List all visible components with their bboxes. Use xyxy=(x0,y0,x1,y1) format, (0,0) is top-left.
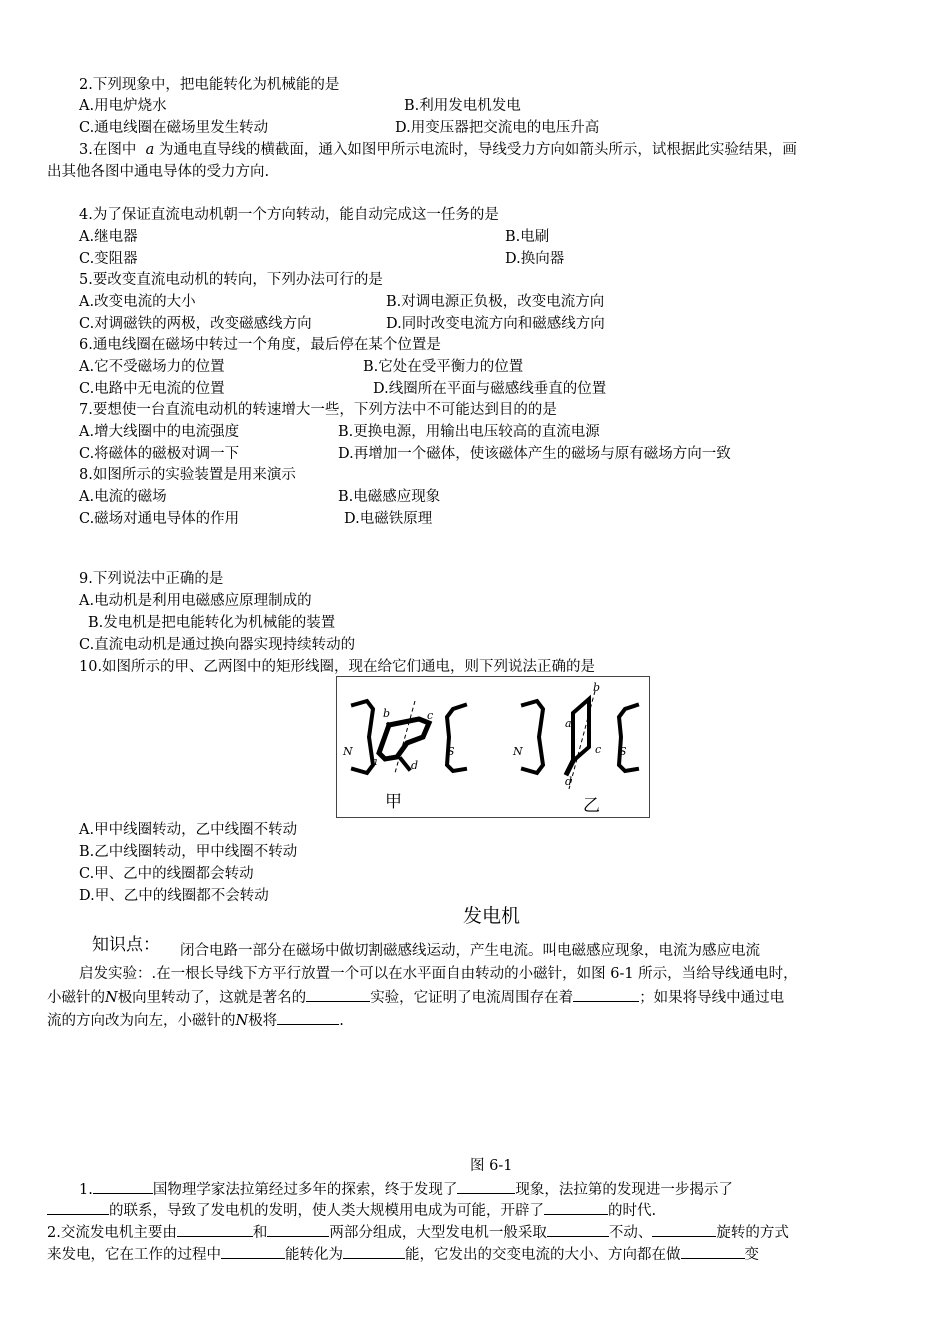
s2-text: 旋转的方式 xyxy=(716,1225,789,1241)
q2-option-d: D.用变压器把交流电的电压升高 xyxy=(395,120,600,136)
yi-magnet-s xyxy=(619,705,637,771)
inspire-line1: 启发实验：.在一根长导线下方平行放置一个可以在水平面自由转动的小磁针，如图 6-1 所示，当给导线通电时， xyxy=(79,966,798,982)
s1-text: 的联系，导致了发电机的发明，使人类大规模用电成为可能，开辟了 xyxy=(109,1203,544,1219)
blank-field[interactable] xyxy=(277,1011,339,1025)
q8-stem: 8.如图所示的实验装置是用来演示 xyxy=(79,467,296,483)
q9-option-c: C.直流电动机是通过换向器实现持续转动的 xyxy=(79,637,356,653)
s2-text: 2.交流发电机主要由 xyxy=(47,1225,177,1241)
inspire-text: 极将 xyxy=(248,1013,278,1029)
inspire-text: ；如果将导线中通过电 xyxy=(639,990,785,1006)
q6-option-d: D.线圈所在平面与磁感线垂直的位置 xyxy=(373,381,607,397)
q10-option-b: B.乙中线圈转动，甲中线圈不转动 xyxy=(79,844,298,860)
inspire-line2 xyxy=(47,988,784,1007)
jia-label-d: d xyxy=(411,759,419,772)
q6-option-c: C.电路中无电流的位置 xyxy=(79,381,225,397)
jia-label-s: S xyxy=(447,745,455,758)
inspire-text: 流的方向改为向左，小磁针的 xyxy=(47,1013,236,1029)
s2-text: 和 xyxy=(252,1225,268,1241)
q5-stem: 5.要改变直流电动机的转向，下列办法可行的是 xyxy=(79,272,383,288)
knowledge-text: 闭合电路一部分在磁场中做切割磁感线运动，产生电流。叫电磁感应现象，电流为感应电流 xyxy=(180,943,760,959)
q10-option-a: A.甲中线圈转动，乙中线圈不转动 xyxy=(79,822,298,838)
q8-option-b: B.电磁感应现象 xyxy=(338,489,441,505)
q8-option-d: D.电磁铁原理 xyxy=(344,511,433,527)
q10-option-d: D.甲、乙中的线圈都不会转动 xyxy=(79,888,269,904)
s2-text: 不动、 xyxy=(608,1225,653,1241)
blank-field[interactable] xyxy=(681,1245,745,1259)
yi-coil xyxy=(573,699,589,761)
jia-magnet-s xyxy=(447,705,465,771)
q5-option-a: A.改变电流的大小 xyxy=(79,294,196,310)
s2-text: 变 xyxy=(744,1247,759,1263)
q7-option-d: D.再增加一个磁体，使该磁体产生的磁场与原有磁场方向一致 xyxy=(338,446,731,462)
q7-stem: 7.要想使一台直流电动机的转速增大一些，下列方法中不可能达到目的的是 xyxy=(79,402,557,418)
blank-field[interactable] xyxy=(343,1245,405,1259)
q10-stem: 10.如图所示的甲、乙两图中的矩形线圈，现在给它们通电，则下列说法正确的是 xyxy=(79,659,596,675)
label-yi: 乙 xyxy=(583,796,600,816)
q9-stem: 9.下列说法中正确的是 xyxy=(79,571,224,587)
inspire-text: 极向里转动了，这就是著名的 xyxy=(117,990,307,1006)
q5-option-d: D.同时改变电流方向和磁感线方向 xyxy=(386,316,605,332)
q5-option-c: C.对调磁铁的两极，改变磁感线方向 xyxy=(79,316,312,332)
q8-option-a: A.电流的磁场 xyxy=(79,489,167,505)
blank-field[interactable] xyxy=(544,1201,608,1215)
q10-option-c: C.甲、乙中的线圈都会转动 xyxy=(79,866,254,882)
yi-label-d: d xyxy=(565,775,573,788)
jia-label-a: a xyxy=(371,755,378,768)
jia-magnet-n xyxy=(353,701,373,773)
section-title: 发电机 xyxy=(463,905,521,927)
yi-label-a: a xyxy=(565,717,572,730)
inspire-text: 小磁针的 xyxy=(47,990,105,1006)
q2-option-a: A.用电炉烧水 xyxy=(79,98,167,114)
q3-text-pre: 3.在图中 xyxy=(79,142,137,158)
yi-label-s: S xyxy=(619,745,627,758)
q9-option-a: A.电动机是利用电磁感应原理制成的 xyxy=(79,593,312,609)
inspire-line3 xyxy=(47,1011,344,1030)
s1-line1 xyxy=(79,1180,733,1199)
blank-field[interactable] xyxy=(306,988,370,1002)
blank-field[interactable] xyxy=(177,1223,253,1237)
s2-text: 能，它发出的交变电流的大小、方向都在做 xyxy=(405,1247,681,1263)
figure-caption: 图 6-1 xyxy=(470,1158,513,1174)
q4-option-a: A.继电器 xyxy=(79,229,138,245)
blank-field[interactable] xyxy=(547,1223,609,1237)
s2-text: 能转化为 xyxy=(285,1247,343,1263)
s2-line1 xyxy=(47,1223,789,1242)
jia-label-c: c xyxy=(427,709,434,722)
s2-text: 两部分组成，大型发电机一般采取 xyxy=(329,1225,547,1241)
blank-field[interactable] xyxy=(47,1201,109,1215)
s1-text: 的时代. xyxy=(608,1203,657,1219)
label-jia: 甲 xyxy=(385,792,402,812)
yi-label-b: b xyxy=(593,681,601,694)
q4-stem: 4.为了保证直流电动机朝一个方向转动，能自动完成这一任务的是 xyxy=(79,207,499,223)
q7-option-a: A.增大线圈中的电流强度 xyxy=(79,424,240,440)
blank-field[interactable] xyxy=(573,988,639,1002)
q8-option-c: C.磁场对通电导体的作用 xyxy=(79,511,240,527)
coil-diagram xyxy=(337,677,649,817)
s1-text: 现象，法拉第的发现进一步揭示了 xyxy=(515,1182,733,1198)
q4-option-c: C.变阻器 xyxy=(79,251,138,267)
q5-option-b: B.对调电源正负极，改变电流方向 xyxy=(386,294,605,310)
q3-line1 xyxy=(79,141,797,159)
q2-option-b: B.利用发电机发电 xyxy=(404,98,521,114)
n-pole: N xyxy=(235,1013,249,1029)
q4-option-d: D.换向器 xyxy=(505,251,565,267)
s2-line2 xyxy=(47,1245,759,1264)
n-pole: N xyxy=(105,990,118,1006)
q2-stem: 2.下列现象中，把电能转化为机械能的是 xyxy=(79,77,340,93)
yi-label-n: N xyxy=(513,745,523,758)
s1-line2 xyxy=(47,1201,656,1220)
yi-magnet-n xyxy=(523,701,543,773)
s1-text: 1. xyxy=(79,1182,93,1198)
q3-text-post: 为通电直导线的横截面，通入如图甲所示电流时，导线受力方向如箭头所示，试根据此实验结果，画 xyxy=(158,142,797,158)
jia-label-n: N xyxy=(343,745,353,758)
q2-option-c: C.通电线圈在磁场里发生转动 xyxy=(79,120,269,136)
s2-text: 来发电，它在工作的过程中 xyxy=(47,1247,221,1263)
q7-option-b: B.更换电源，用输出电压较高的直流电源 xyxy=(338,424,600,440)
q7-option-c: C.将磁体的磁极对调一下 xyxy=(79,446,240,462)
inspire-text: . xyxy=(339,1013,344,1029)
jia-coil xyxy=(379,719,429,759)
q6-option-a: A.它不受磁场力的位置 xyxy=(79,359,225,375)
blank-field[interactable] xyxy=(93,1180,153,1194)
blank-field[interactable] xyxy=(652,1223,716,1237)
yi-label-c: c xyxy=(595,743,602,756)
q9-option-b: B.发电机是把电能转化为机械能的装置 xyxy=(88,615,336,631)
blank-field[interactable] xyxy=(221,1245,285,1259)
blank-field[interactable] xyxy=(457,1180,515,1194)
s1-text: 国物理学家法拉第经过多年的探索，终于发现了 xyxy=(152,1182,458,1198)
q4-option-b: B.电刷 xyxy=(505,229,550,245)
q6-option-b: B.它处在受平衡力的位置 xyxy=(363,359,524,375)
q3-line2: 出其他各图中通电导体的受力方向. xyxy=(47,164,270,180)
q3-var-a: a xyxy=(145,142,155,158)
blank-field[interactable] xyxy=(267,1223,329,1237)
knowledge-label: 知识点： xyxy=(92,935,160,955)
q6-stem: 6.通电线圈在磁场中转过一个角度，最后停在某个位置是 xyxy=(79,337,441,353)
jia-label-b: b xyxy=(383,707,391,720)
q10-figure xyxy=(336,676,650,818)
inspire-text: 实验，它证明了电流周围存在着 xyxy=(370,990,574,1006)
